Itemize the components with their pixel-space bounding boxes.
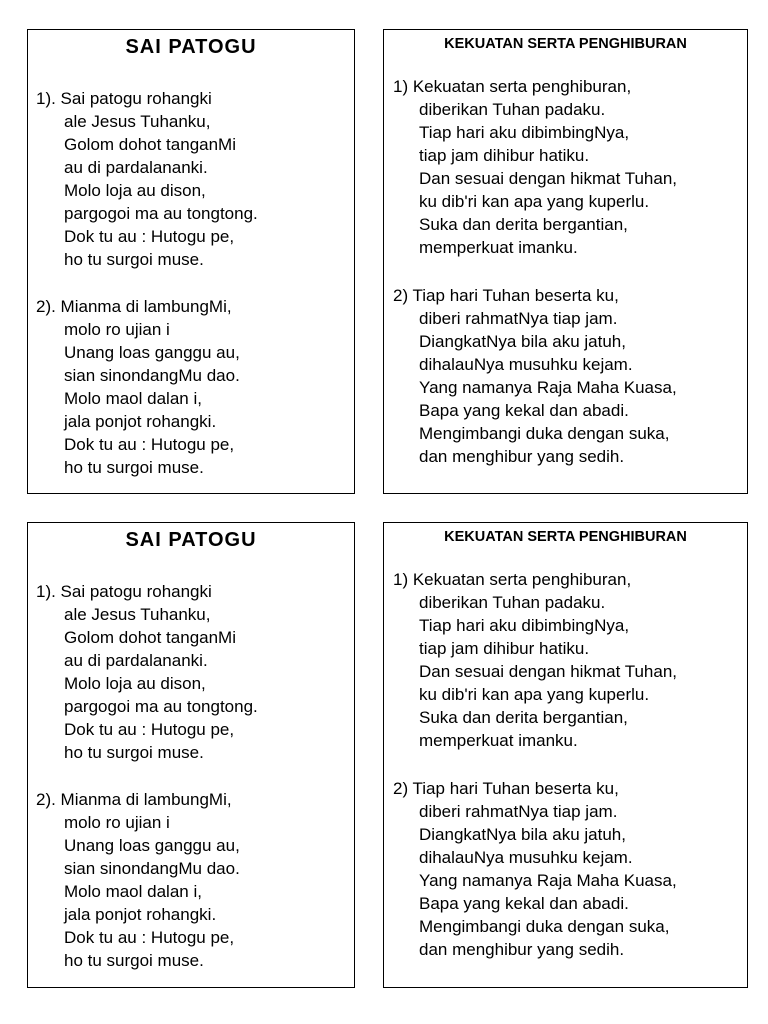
verse-line: diberi rahmatNya tiap jam.: [419, 802, 618, 821]
verse-line: memperkuat imanku.: [419, 731, 578, 750]
verse-line: tiap jam dihibur hatiku.: [419, 146, 590, 165]
verse-line: Unang loas ganggu au,: [64, 343, 240, 362]
verse-line: Golom dohot tanganMi: [64, 628, 236, 647]
card-title: KEKUATAN SERTA PENGHIBURAN: [444, 529, 687, 545]
card-title: SAI PATOGU: [125, 529, 257, 551]
verse-line: ho tu surgoi muse.: [64, 743, 204, 762]
hymn-card-sai-patogu-bottom: [27, 522, 355, 988]
verse-line: au di pardalananki.: [64, 651, 208, 670]
verse-line: dan menghibur yang sedih.: [419, 940, 625, 959]
verse-line: Dok tu au : Hutogu pe,: [64, 720, 235, 739]
verse-line: Mengimbangi duka dengan suka,: [419, 424, 670, 443]
verse-line: DiangkatNya bila aku jatuh,: [419, 825, 626, 844]
verse-line: Tiap hari aku dibimbingNya,: [419, 123, 630, 142]
verse-line: dihalauNya musuhku kejam.: [419, 355, 633, 374]
verse-line: ale Jesus Tuhanku,: [64, 112, 211, 131]
verse-line: 1) Kekuatan serta penghiburan,: [393, 77, 632, 96]
verse-line: sian sinondangMu dao.: [64, 366, 240, 385]
verse-line: Bapa yang kekal dan abadi.: [419, 401, 629, 420]
verse-line: Molo maol dalan i,: [64, 882, 202, 901]
verse-line: ho tu surgoi muse.: [64, 951, 204, 970]
verse-line: Dok tu au : Hutogu pe,: [64, 435, 235, 454]
verse-line: Tiap hari aku dibimbingNya,: [419, 616, 630, 635]
verse-line: 1) Kekuatan serta penghiburan,: [393, 570, 632, 589]
verse-line: Dan sesuai dengan hikmat Tuhan,: [419, 169, 678, 188]
verse-line: Suka dan derita bergantian,: [419, 708, 628, 727]
verse-line: dihalauNya musuhku kejam.: [419, 848, 633, 867]
verse-line: Unang loas ganggu au,: [64, 836, 240, 855]
verse-line: jala ponjot rohangki.: [64, 412, 217, 431]
verse-line: Yang namanya Raja Maha Kuasa,: [419, 378, 677, 397]
verse-line: ho tu surgoi muse.: [64, 458, 204, 477]
verse-line: DiangkatNya bila aku jatuh,: [419, 332, 626, 351]
verse-line: Mengimbangi duka dengan suka,: [419, 917, 670, 936]
verse-line: 2). Mianma di lambungMi,: [36, 790, 232, 809]
verse-line: ku dib'ri kan apa yang kuperlu.: [419, 192, 650, 211]
verse-line: ale Jesus Tuhanku,: [64, 605, 211, 624]
verse-line: molo ro ujian i: [64, 813, 170, 832]
verse-line: memperkuat imanku.: [419, 238, 578, 257]
verse-line: Dan sesuai dengan hikmat Tuhan,: [419, 662, 678, 681]
verse-line: Molo loja au dison,: [64, 181, 206, 200]
hymn-card-kekuatan-top: [383, 29, 748, 494]
verse-line: Molo maol dalan i,: [64, 389, 202, 408]
verse-line: ho tu surgoi muse.: [64, 250, 204, 269]
card-title: KEKUATAN SERTA PENGHIBURAN: [444, 36, 687, 52]
verse-line: dan menghibur yang sedih.: [419, 447, 625, 466]
verse-line: Golom dohot tanganMi: [64, 135, 236, 154]
verse-line: Molo loja au dison,: [64, 674, 206, 693]
verse-line: 2) Tiap hari Tuhan beserta ku,: [393, 779, 619, 798]
verse-line: diberi rahmatNya tiap jam.: [419, 309, 618, 328]
verse-line: 1). Sai patogu rohangki: [36, 89, 212, 108]
verse-line: 2). Mianma di lambungMi,: [36, 297, 232, 316]
verse-line: diberikan Tuhan padaku.: [419, 100, 606, 119]
verse-line: diberikan Tuhan padaku.: [419, 593, 606, 612]
verse-line: au di pardalananki.: [64, 158, 208, 177]
verse-line: Bapa yang kekal dan abadi.: [419, 894, 629, 913]
verse-line: 2) Tiap hari Tuhan beserta ku,: [393, 286, 619, 305]
verse-line: Suka dan derita bergantian,: [419, 215, 628, 234]
hymn-card-sai-patogu-top: [27, 29, 355, 494]
verse-line: sian sinondangMu dao.: [64, 859, 240, 878]
card-title: SAI PATOGU: [125, 36, 257, 58]
verse-line: ku dib'ri kan apa yang kuperlu.: [419, 685, 650, 704]
verse-line: molo ro ujian i: [64, 320, 170, 339]
verse-line: pargogoi ma au tongtong.: [64, 697, 258, 716]
verse-line: Yang namanya Raja Maha Kuasa,: [419, 871, 677, 890]
verse-line: jala ponjot rohangki.: [64, 905, 217, 924]
verse-line: 1). Sai patogu rohangki: [36, 582, 212, 601]
verse-line: Dok tu au : Hutogu pe,: [64, 227, 235, 246]
verse-line: Dok tu au : Hutogu pe,: [64, 928, 235, 947]
hymn-card-kekuatan-bottom: [383, 522, 748, 988]
verse-line: tiap jam dihibur hatiku.: [419, 639, 590, 658]
verse-line: pargogoi ma au tongtong.: [64, 204, 258, 223]
